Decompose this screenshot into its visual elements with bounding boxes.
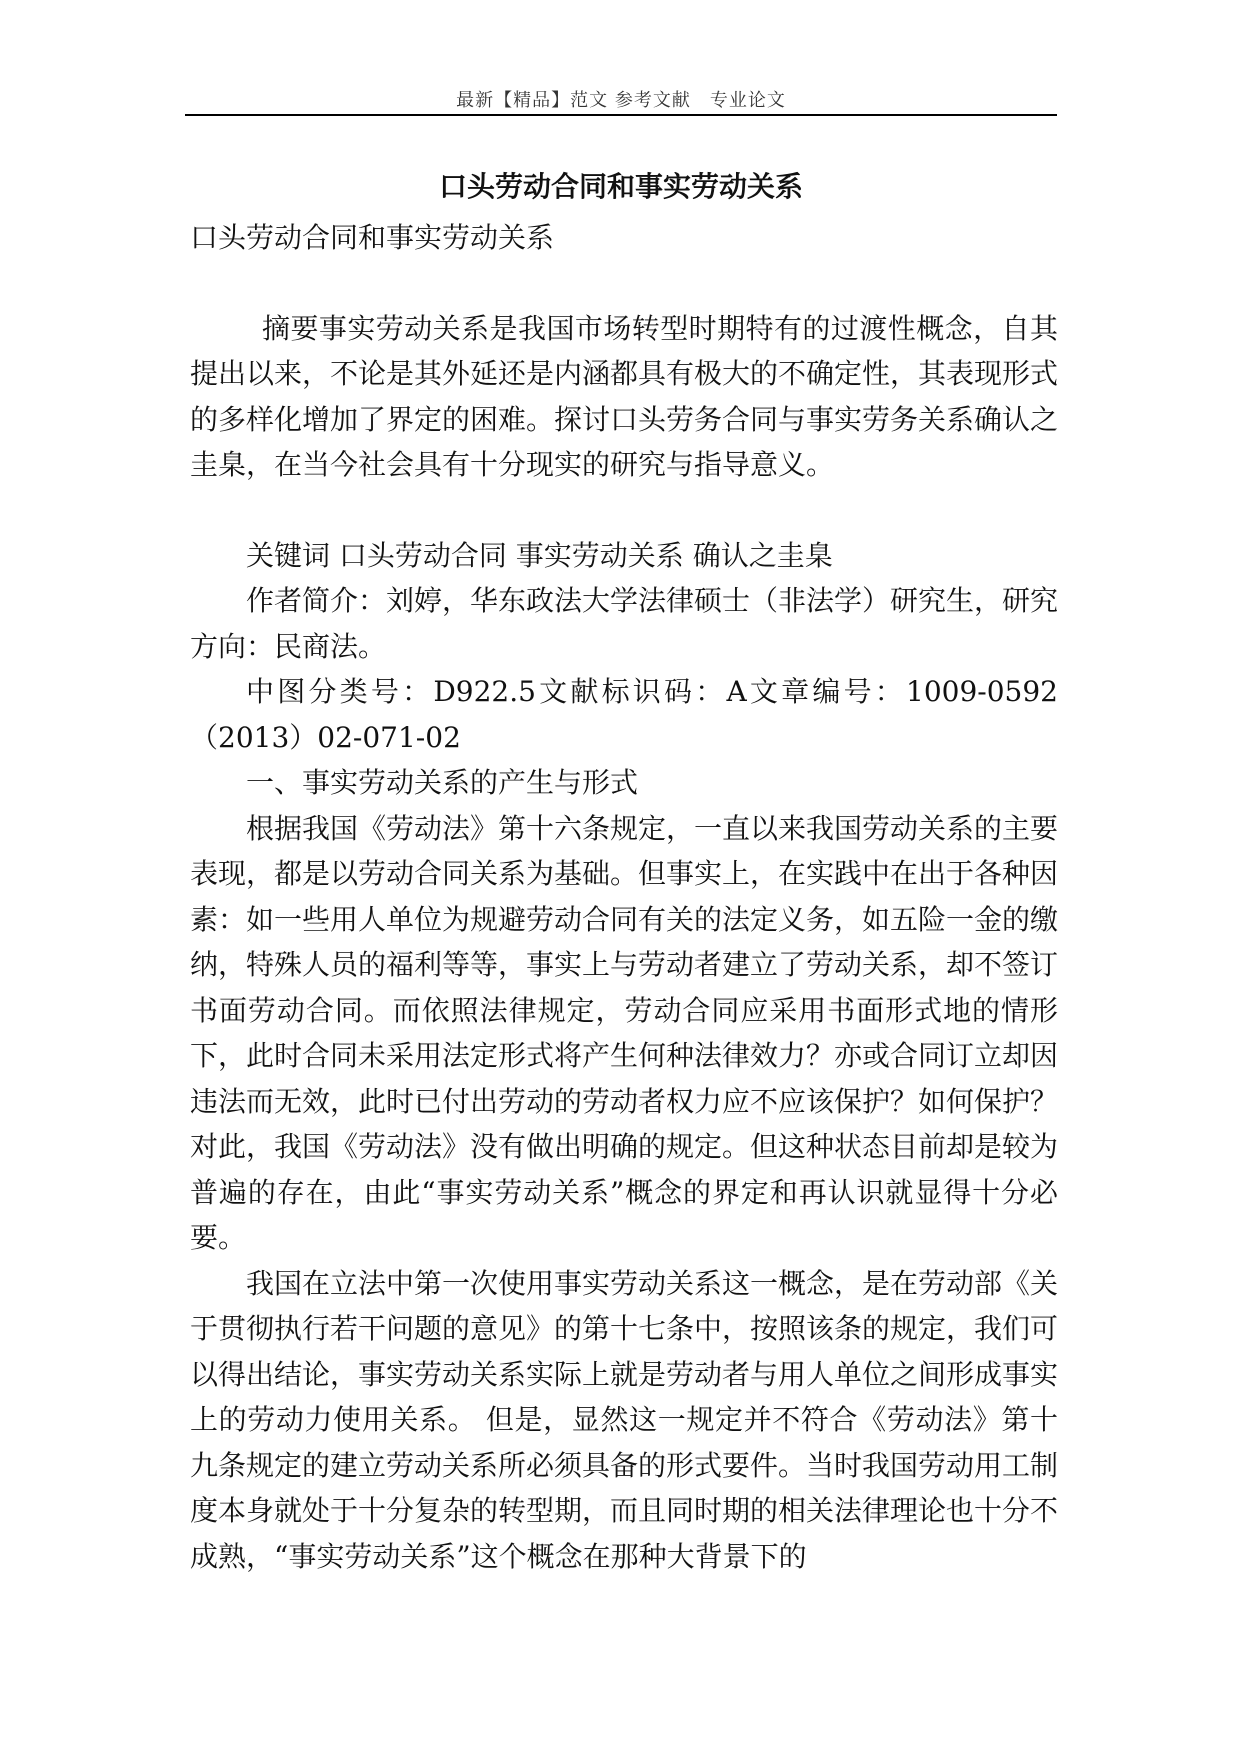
document-body <box>190 215 1058 1579</box>
section-heading: 一、事实劳动关系的产生与形式 <box>246 766 639 799</box>
spacer <box>190 488 1058 533</box>
body-paragraph-1: 根据我国《劳动法》第十六条规定，一直以来我国劳动关系的主要表现，都是以劳动合同关系为基础。但事实上，在实践中在出于各种因素：如一些用人单位为规避劳动合同有关的法定义务，如五险一金的缴纳，特殊人员的福利等等，事实上与劳动者建立了劳动关系，却不签订书面劳动合同。而依照法律规定，劳动合同应采用书面形式地的情形下，此时合同未采用法定形式将产生何种法律效力？亦或合同订立却因违法而无效，此时已付出劳动的劳动者权力应不应该保护？如何保护？对此，我国《劳动法》没有做出明确的规定。但这种状态目前却是较为普遍的存在，由此“事实劳动关系”概念的界定和再认识就显得十分必要。 <box>190 811 1059 1254</box>
document-subtitle: 口头劳动合同和事实劳动关系 <box>190 221 555 254</box>
keywords-line: 关键词 口头劳动合同 事实劳动关系 确认之圭臬 <box>246 538 833 572</box>
abstract-paragraph: 摘要事实劳动关系是我国市场转型时期特有的过渡性概念，自其提出以来，不论是其外延还是内涵都具有极大的不确定性，其表现形式的多样化增加了界定的困难。探讨口头劳务合同与事实劳务关系确认之圭臬，在当今社会具有十分现实的研究与指导意义。 <box>190 311 1059 481</box>
header-divider <box>185 114 1057 116</box>
body-paragraph-2: 我国在立法中第一次使用事实劳动关系这一概念，是在劳动部《关于贯彻执行若干问题的意见》的第十七条中，按照该条的规定，我们可以得出结论，事实劳动关系实际上就是劳动者与用人单位之间形成事实上的劳动力使用关系。 但是，显然这一规定并不符合《劳动法》第十九条规定的建立劳动关系所必须具备的形式要件。当时我国劳动用工制度本身就处于十分复杂的转型期，而且同时期的相关法律理论也十分不成熟，“事实劳动关系”这个概念在那种大背景下的 <box>190 1266 1059 1573</box>
classification-line: 中图分类号：D922.5文献标识码：A文章编号：1009-0592（2013）02-071-02 <box>190 675 1058 754</box>
page-header: 最新【精品】范文 参考文献 专业论文 <box>456 90 786 111</box>
document-title: 口头劳动合同和事实劳动关系 <box>438 170 803 203</box>
author-bio: 作者简介：刘婷，华东政法大学法律硕士（非法学）研究生，研究方向：民商法。 <box>190 584 1059 663</box>
